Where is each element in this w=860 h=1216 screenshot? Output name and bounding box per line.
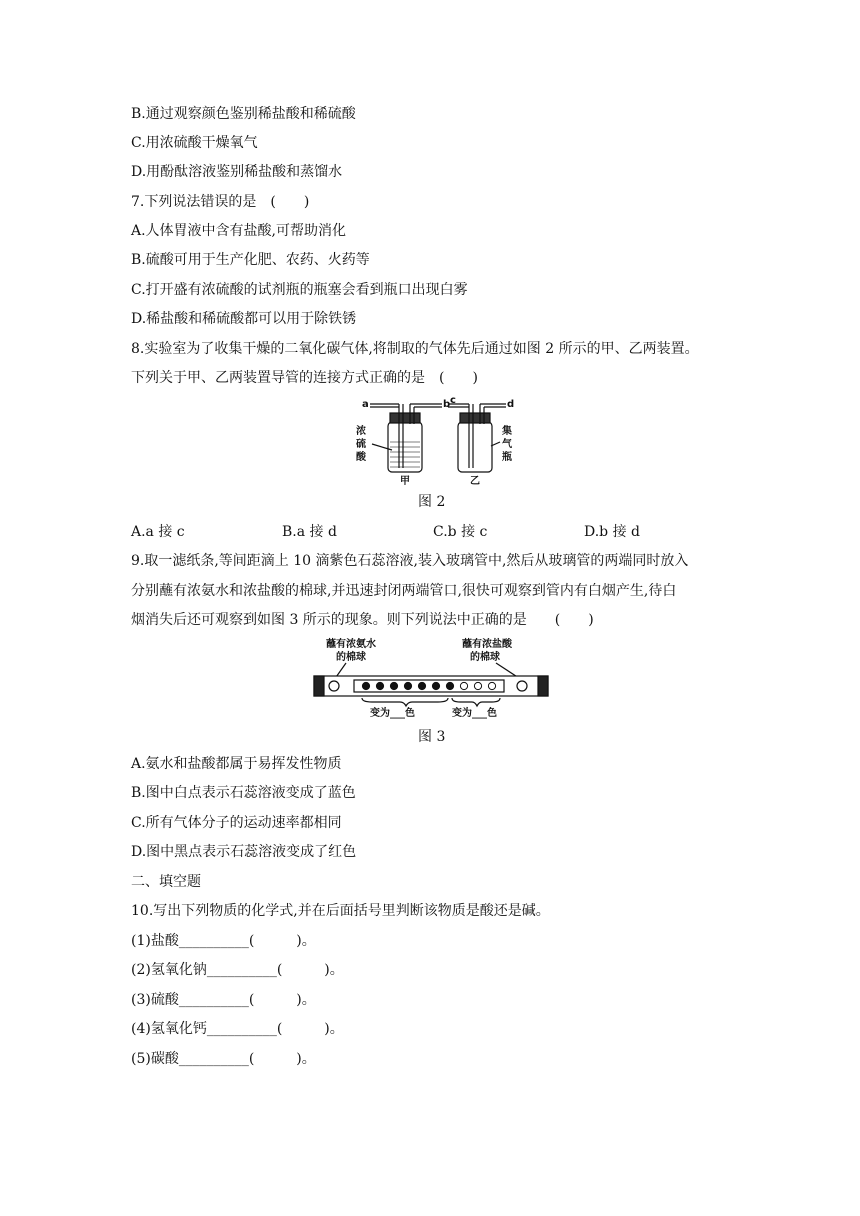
section-heading: 二、填空题 [131, 874, 201, 890]
litmus-dot-white [474, 682, 481, 689]
q9-stem-line3: 烟消失后还可观察到如图 3 所示的现象。则下列说法中正确的是 ( ) [131, 612, 594, 628]
q7-stem: 7.下列说法错误的是 ( ) [131, 194, 310, 210]
q7-option-c: C.打开盛有浓硫酸的试剂瓶的瓶塞会看到瓶口出现白雾 [131, 282, 468, 298]
q8-stem-line2: 下列关于甲、乙两装置导管的连接方式正确的是 ( ) [131, 370, 478, 386]
q7-option-d: D.稀盐酸和稀硫酸都可以用于除铁锈 [131, 311, 357, 327]
q9-stem-line1: 9.取一滤纸条,等间距滴上 10 滴紫色石蕊溶液,装入玻璃管中,然后从玻璃管的两端同时放入 [131, 553, 689, 569]
ammonia-label-line1: 蘸有浓氨水 [326, 639, 376, 650]
figure-2-caption: 图 2 [418, 494, 446, 510]
figure-3-caption: 图 3 [418, 729, 446, 745]
q10-item-1: (1)盐酸__________( )。 [131, 933, 316, 949]
right-color-label: 变为___色 [452, 708, 497, 719]
acid-label-3: 酸 [356, 452, 366, 463]
ammonia-label-line2: 的棉球 [336, 652, 366, 663]
apparatus-yi-label: 乙 [470, 476, 480, 486]
acid-label-2: 硫 [356, 439, 366, 450]
q8-stem-line1: 8.实验室为了收集干燥的二氧化碳气体,将制取的气体先后通过如图 2 所示的甲、乙两装置。 [131, 341, 699, 357]
apparatus-jia-label: 甲 [400, 476, 410, 486]
litmus-dot-white [488, 682, 495, 689]
q10-item-2: (2)氢氧化钠__________( )。 [131, 962, 344, 978]
q9-option-d: D.图中黑点表示石蕊溶液变成了红色 [131, 844, 357, 860]
q10-item-5: (5)碳酸__________( )。 [131, 1051, 316, 1067]
q9-option-c: C.所有气体分子的运动速率都相同 [131, 815, 342, 831]
litmus-dot-black [446, 682, 453, 689]
q10-item-4: (4)氢氧化钙__________( )。 [131, 1021, 344, 1037]
port-c-label: c [450, 395, 456, 406]
hcl-label-line2: 的棉球 [470, 652, 500, 663]
litmus-dot-black [362, 682, 369, 689]
port-a-label: a [362, 399, 369, 410]
q8-option-d: D.b 接 d [584, 524, 640, 540]
acid-label-1: 浓 [356, 426, 366, 437]
q7-option-b: B.硫酸可用于生产化肥、农药、火药等 [131, 252, 370, 268]
q7-option-a: A.人体胃液中含有盐酸,可帮助消化 [131, 223, 347, 239]
hcl-label-line1: 蘸有浓盐酸 [462, 639, 512, 650]
litmus-dot-black [390, 682, 397, 689]
litmus-dot-black [418, 682, 425, 689]
q6-option-d: D.用酚酞溶液鉴别稀盐酸和蒸馏水 [131, 164, 343, 180]
q6-option-c: C.用浓硫酸干燥氧气 [131, 135, 258, 151]
figure-3-tube [312, 636, 552, 720]
q10-item-3: (3)硫酸__________( )。 [131, 992, 316, 1008]
port-b-label: b [443, 399, 451, 410]
gas-bottle-label-1: 集 [502, 426, 512, 437]
q8-option-c: C.b 接 c [433, 524, 488, 540]
litmus-dot-black [404, 682, 411, 689]
q9-option-a: A.氨水和盐酸都属于易挥发性物质 [131, 756, 342, 772]
left-color-label: 变为___色 [370, 708, 415, 719]
litmus-dot-black [432, 682, 439, 689]
litmus-dot-black [376, 682, 383, 689]
q8-option-a: A.a 接 c [131, 524, 185, 540]
gas-bottle-label-2: 气 [502, 439, 512, 450]
litmus-dot-white [460, 682, 467, 689]
q9-option-b: B.图中白点表示石蕊溶液变成了蓝色 [131, 785, 356, 801]
q6-option-b: B.通过观察颜色鉴别稀盐酸和稀硫酸 [131, 106, 356, 122]
gas-bottle-label-3: 瓶 [502, 452, 512, 463]
q10-stem: 10.写出下列物质的化学式,并在后面括号里判断该物质是酸还是碱。 [131, 903, 550, 919]
figure-2-apparatus [350, 394, 520, 486]
q8-option-b: B.a 接 d [282, 524, 337, 540]
port-d-label: d [507, 399, 515, 410]
q9-stem-line2: 分别蘸有浓氨水和浓盐酸的棉球,并迅速封闭两端管口,很快可观察到管内有白烟产生,待白 [131, 583, 677, 599]
